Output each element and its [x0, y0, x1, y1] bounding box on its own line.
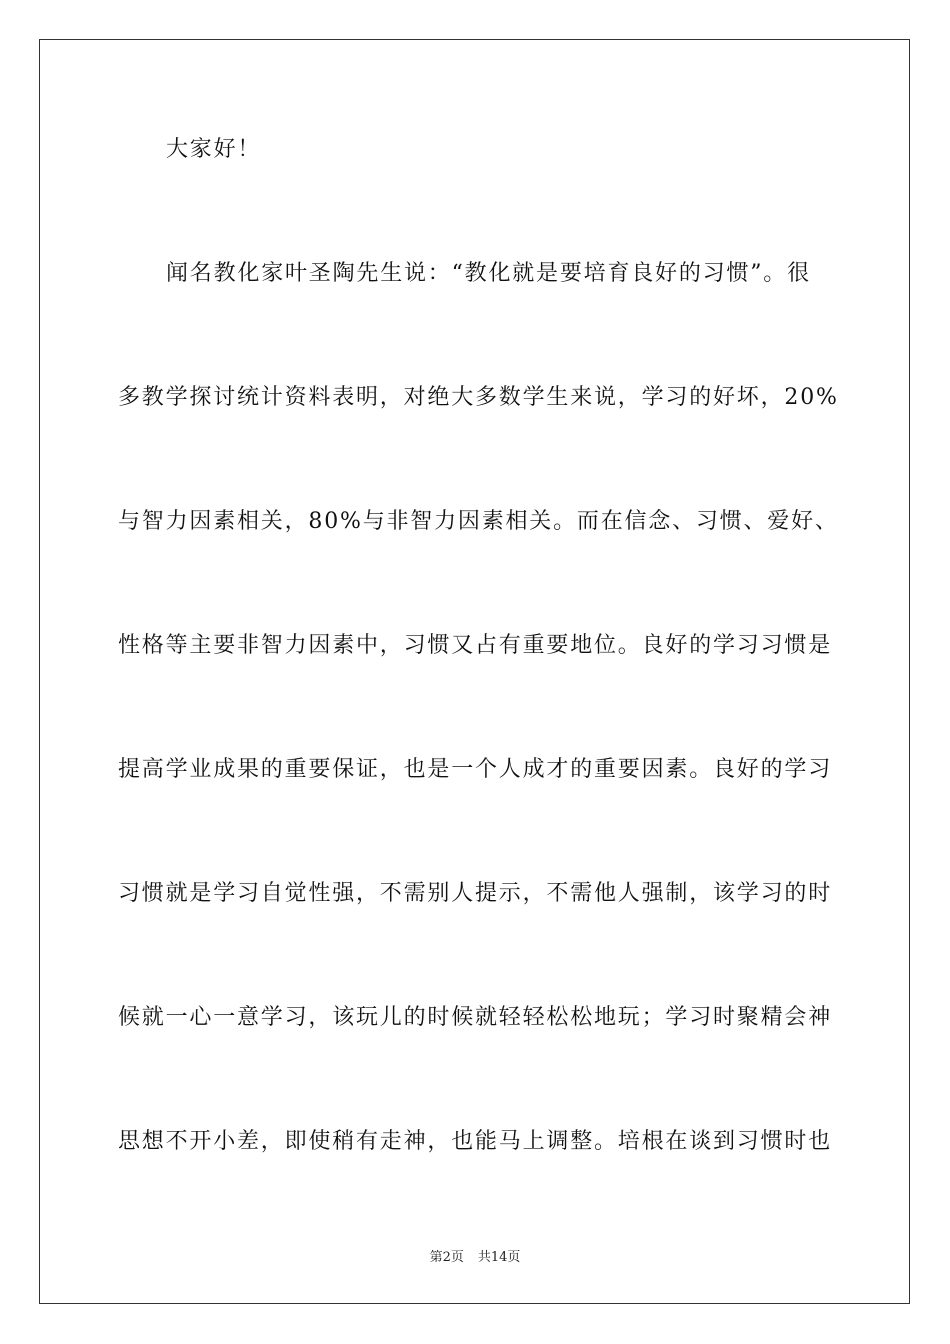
- greeting-line: 大家好！: [166, 137, 262, 162]
- paragraph-line-2: 多教学探讨统计资料表明，对绝大多数学生来说，学习的好坏，20%: [118, 385, 839, 410]
- paragraph-line-7: 候就一心一意学习，该玩儿的时候就轻轻松松地玩；学习时聚精会神: [118, 1005, 833, 1030]
- paragraph-line-4: 性格等主要非智力因素中，习惯又占有重要地位。良好的学习习惯是: [118, 633, 833, 658]
- paragraph-line-3: 与智力因素相关，80%与非智力因素相关。而在信念、习惯、爱好、: [118, 509, 839, 534]
- paragraph-line-8: 思想不开小差，即使稍有走神，也能马上调整。培根在谈到习惯时也: [118, 1129, 833, 1154]
- paragraph-line-6: 习惯就是学习自觉性强，不需别人提示，不需他人强制，该学习的时: [118, 881, 833, 906]
- page-border: [39, 39, 910, 1304]
- paragraph-line-1: 闻名教化家叶圣陶先生说：“教化就是要培育良好的习惯”。很: [166, 261, 811, 286]
- page-number: 第2页: [429, 1250, 464, 1265]
- paragraph-line-5: 提高学业成果的重要保证，也是一个人成才的重要因素。良好的学习: [118, 757, 833, 782]
- page-total: 共14页: [477, 1250, 521, 1265]
- page-footer: [0, 1246, 950, 1265]
